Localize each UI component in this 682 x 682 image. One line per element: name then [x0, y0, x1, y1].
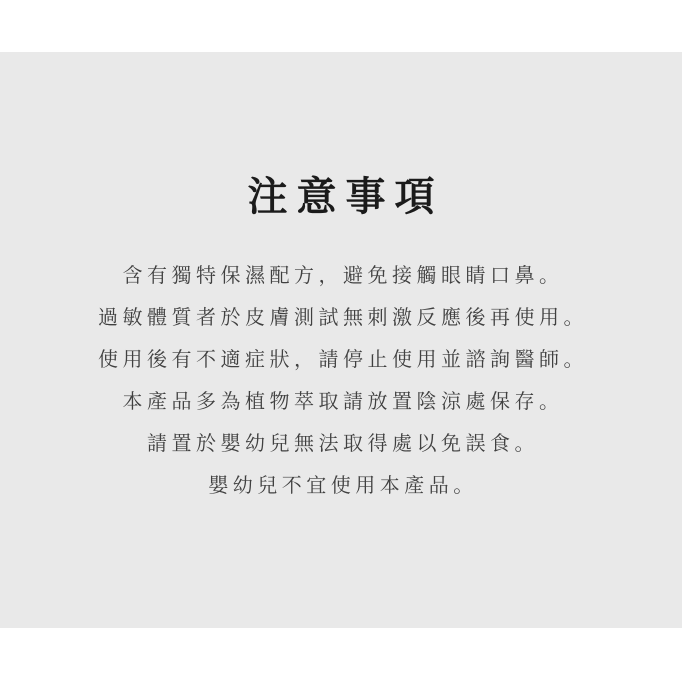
notice-title: 注意事項 [247, 175, 444, 219]
notice-line: 使用後有不適症狀，請停止使用並諮詢醫師。 [98, 349, 588, 371]
notice-line: 過敏體質者於皮膚測試無刺激反應後再使用。 [98, 307, 588, 329]
notice-line: 嬰幼兒不宜使用本產品。 [208, 475, 478, 497]
notice-line: 請置於嬰幼兒無法取得處以免誤食。 [147, 433, 539, 455]
notice-line: 本產品多為植物萃取請放置陰涼處保存。 [122, 391, 564, 413]
notice-panel [0, 52, 682, 628]
notice-line: 含有獨特保濕配方，避免接觸眼睛口鼻。 [122, 265, 564, 287]
